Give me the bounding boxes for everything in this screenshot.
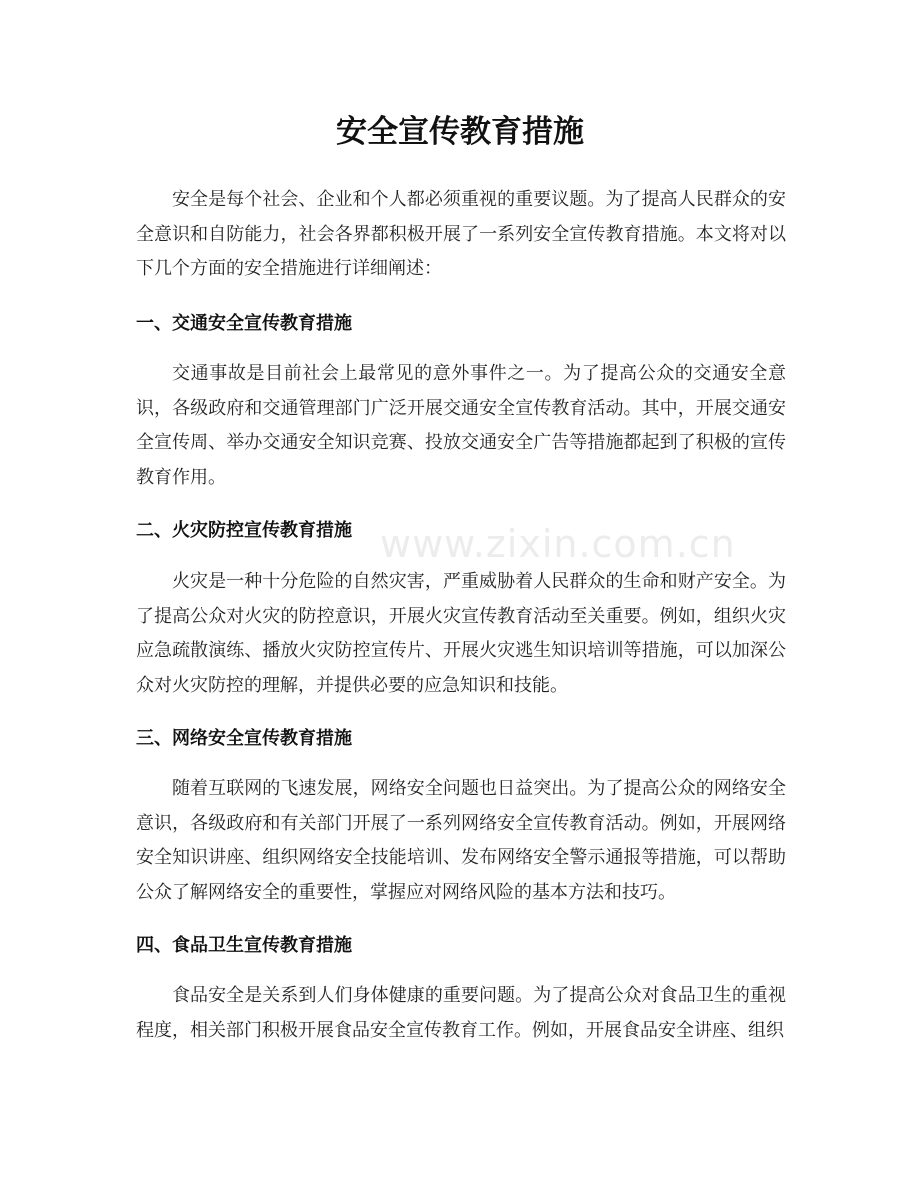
page-title: 安全宣传教育措施	[336, 114, 584, 150]
section-paragraph: 随着互联网的飞速发展，网络安全问题也日益突出。为了提高公众的网络安全意识，各级政府和有关部门开展了一系列网络安全宣传教育活动。例如，开展网络安全知识讲座、组织网络安全技能培训、发布网络安全警示通报等措施，可以帮助公众了解网络安全的重要性，掌握应对网络风险的基本方法和技巧。	[136, 778, 786, 903]
section-traffic-body	[136, 357, 786, 495]
section-traffic	[136, 309, 786, 339]
watermark: www.zixin.com.cn	[380, 522, 736, 566]
section-heading: 二、火灾防控宣传教育措施	[136, 520, 352, 541]
section-paragraph: 交通事故是目前社会上最常见的意外事件之一。为了提高公众的交通安全意识，各级政府和交通管理部门广泛开展交通安全宣传教育活动。其中，开展交通安全宣传周、举办交通安全知识竞赛、投放交通安全广告等措施都起到了积极的宣传教育作用。	[136, 363, 786, 488]
section-fire	[136, 516, 786, 546]
section-heading: 一、交通安全宣传教育措施	[136, 313, 352, 334]
section-paragraph: 食品安全是关系到人们身体健康的重要问题。为了提高公众对食品卫生的重视程度，相关部门积极开展食品安全宣传教育工作。例如，开展食品安全讲座、组织	[136, 985, 786, 1041]
section-heading: 三、网络安全宣传教育措施	[136, 728, 352, 749]
intro-paragraph: 安全是每个社会、企业和个人都必须重视的重要议题。为了提高人民群众的安全意识和自防能力，社会各界都积极开展了一系列安全宣传教育措施。本文将对以下几个方面的安全措施进行详细阐述：	[136, 189, 786, 279]
intro-block	[136, 183, 786, 287]
section-network-body	[136, 772, 786, 910]
section-food-body	[136, 979, 786, 1048]
section-fire-body	[136, 565, 786, 703]
section-food	[136, 931, 786, 961]
section-paragraph: 火灾是一种十分危险的自然灾害，严重威胁着人民群众的生命和财产安全。为了提高公众对火灾的防控意识，开展火灾宣传教育活动至关重要。例如，组织火灾应急疏散演练、播放火灾防控宣传片、开展火灾逃生知识培训等措施，可以加深公众对火灾防控的理解，并提供必要的应急知识和技能。	[136, 571, 786, 696]
section-network	[136, 724, 786, 754]
section-heading: 四、食品卫生宣传教育措施	[136, 935, 352, 956]
